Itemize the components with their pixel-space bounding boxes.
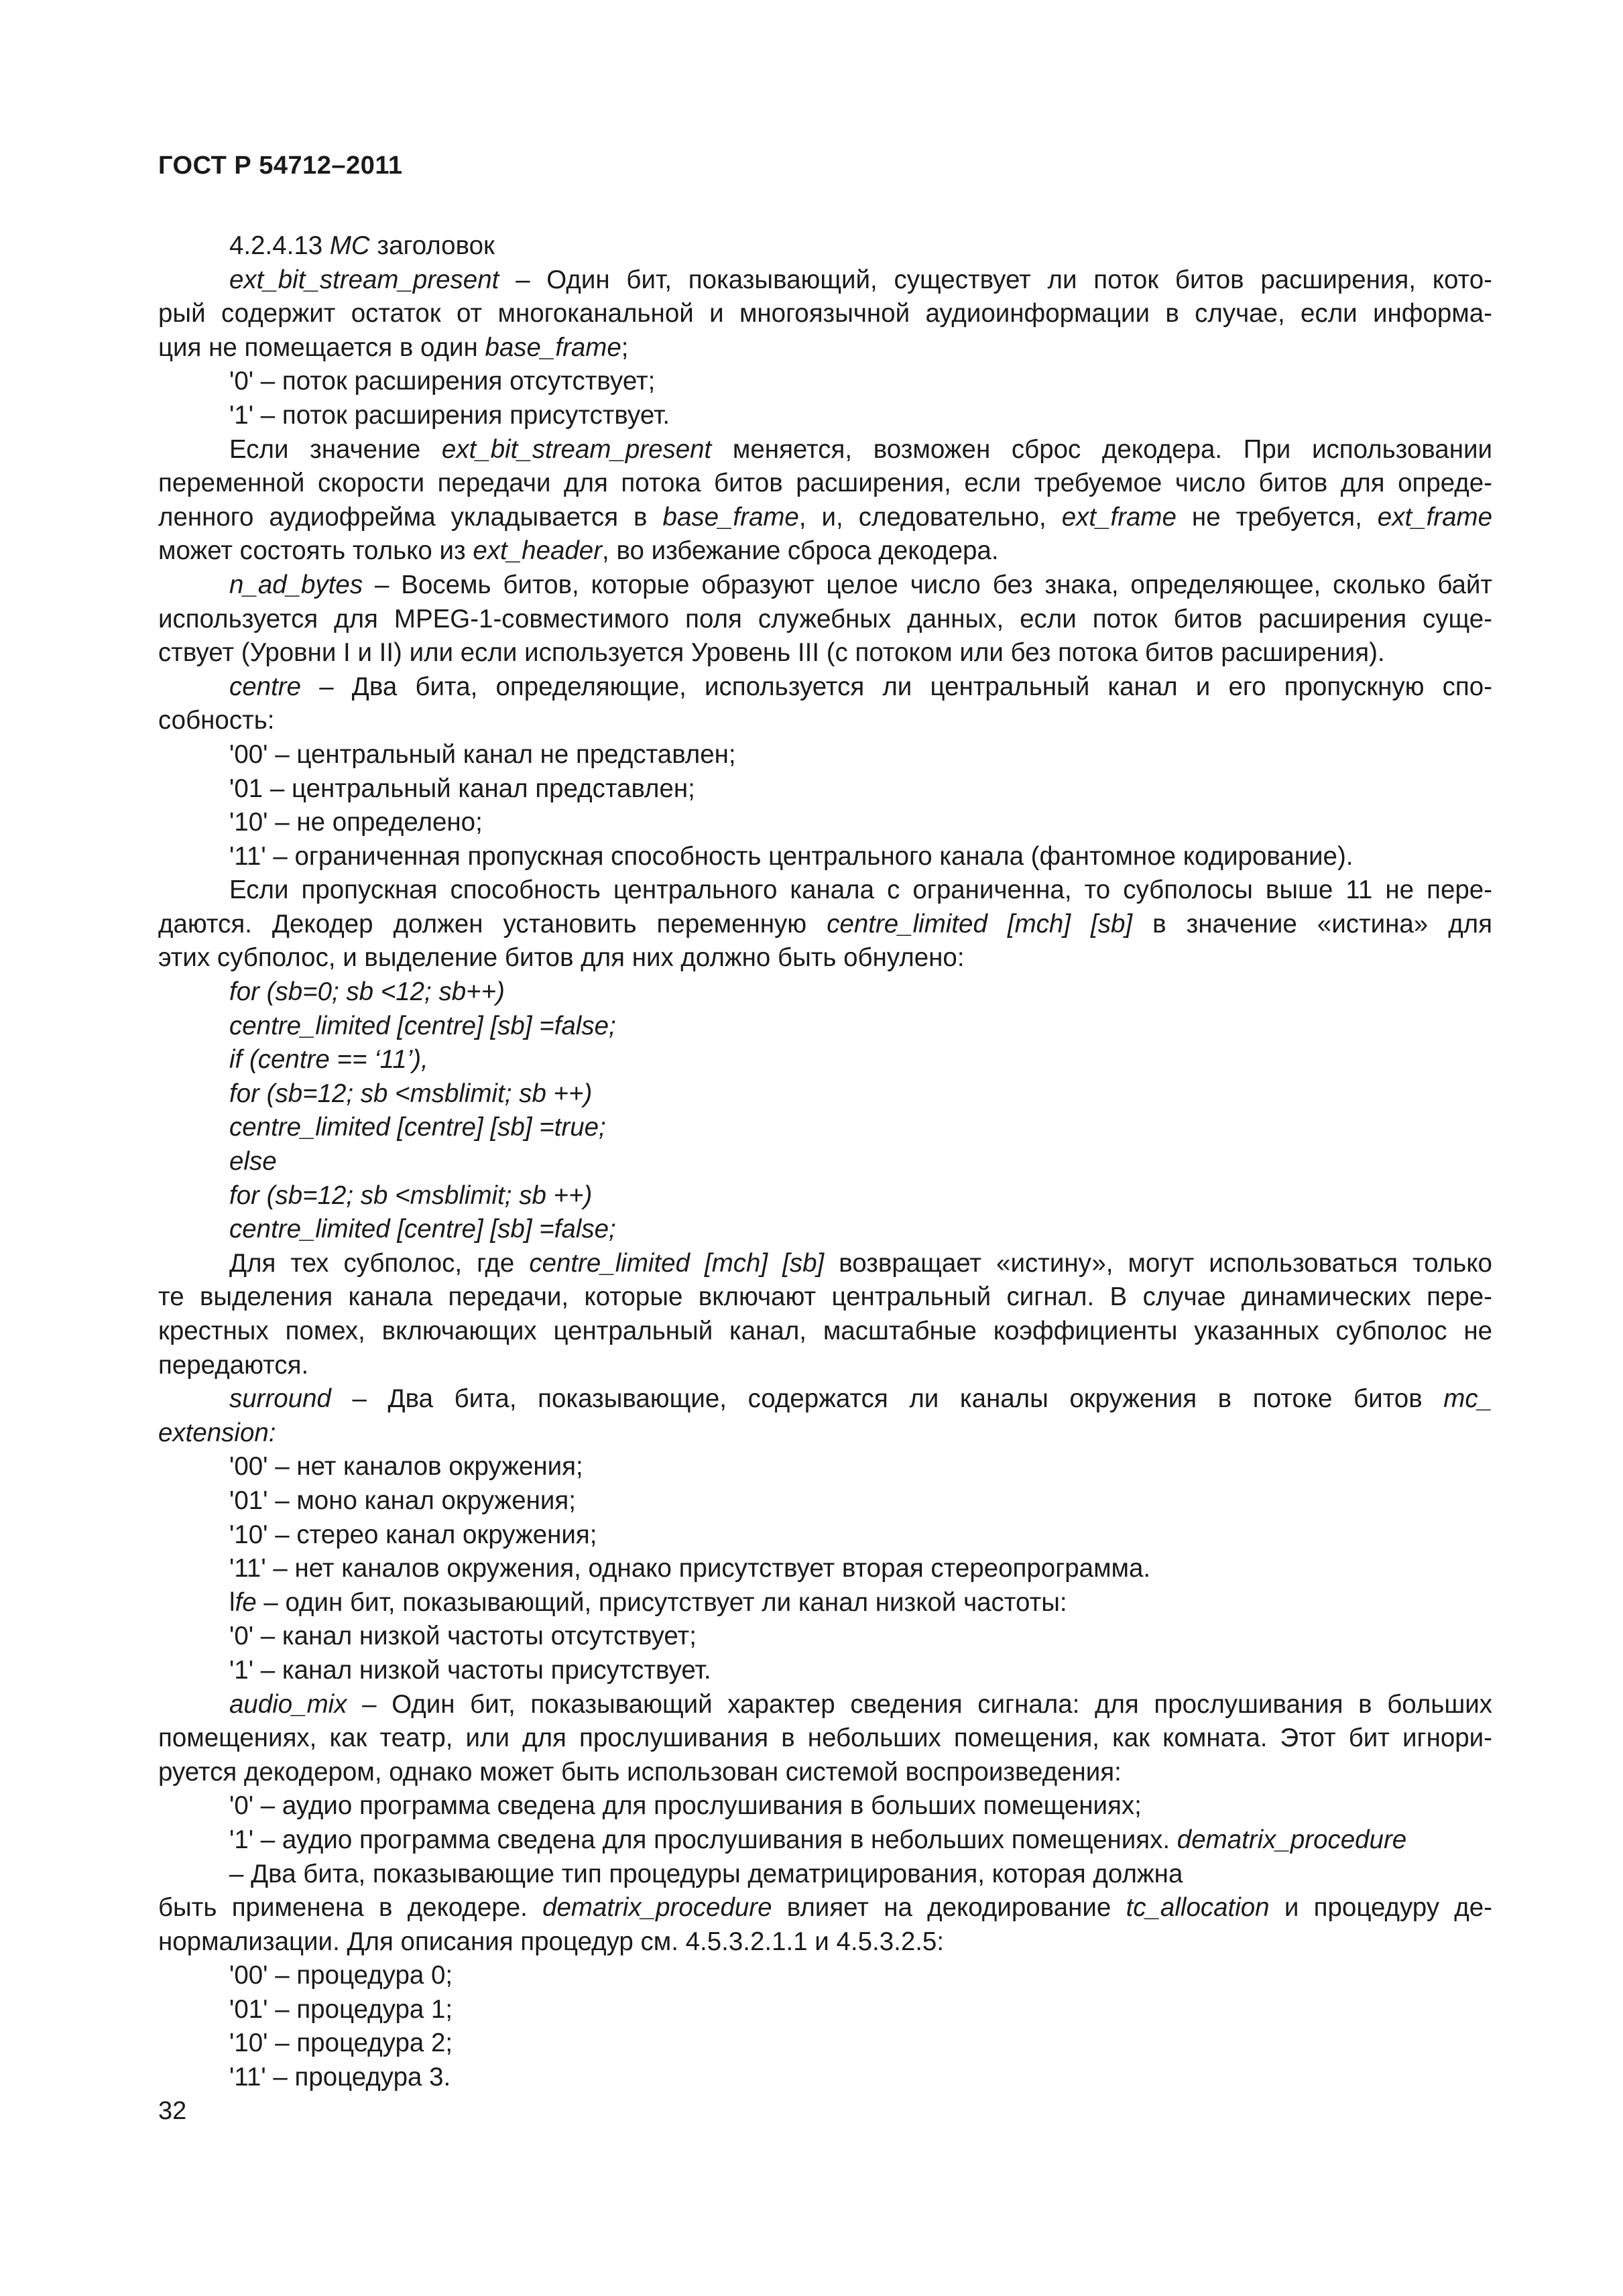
paragraph-line: Для тех субполос, где centre_limited [mch] [sb] возвращает «истину», могут использоваться только <box>229 1248 1492 1278</box>
paragraph-line: нормализации. Для описания процедур см. 4.5.3.2.1.1 и 4.5.3.2.5: <box>158 1927 945 1956</box>
paragraph-line: используется для MPEG-1-совместимого поля служебных данных, если поток битов расширения суще- <box>158 604 1492 633</box>
code-line: centre_limited [centre] [sb] =true; <box>229 1113 606 1142</box>
page-number: 32 <box>158 2097 187 2125</box>
section-heading: 4.2.4.13 MC заголовок <box>229 231 495 260</box>
list-item: '1' – поток расширения присутствует. <box>229 400 670 430</box>
list-item: '0' – канал низкой частоты отсутствует; <box>229 1622 697 1651</box>
paragraph-line: ствует (Уровни I и II) или если используется Уровень III (с потоком или без потока битов расширения). <box>158 638 1385 668</box>
code-line: for (sb=12; sb <msblimit; sb ++) <box>229 1181 593 1210</box>
paragraph-line: audio_mix – Один бит, показывающий характер сведения сигнала: для прослушивания в больших <box>229 1689 1492 1719</box>
paragraph-line: ленного аудиофрейма укладывается в base_frame, и, следовательно, ext_frame не требуется, ext_frame <box>158 502 1492 532</box>
paragraph-line: переменной скорости передачи для потока битов расширения, если требуемое число битов для опреде- <box>158 469 1492 498</box>
code-line: centre_limited [centre] [sb] =false; <box>229 1011 616 1040</box>
list-item: '11' – нет каналов окружения, однако присутствует вторая стереопрограмма. <box>229 1554 1151 1583</box>
paragraph-line: быть применена в декодере. dematrix_procedure влияет на декодирование tc_allocation и процедуру де- <box>158 1893 1492 1923</box>
paragraph-line: руется декодером, однако может быть использован системой воспроизведения: <box>158 1757 1122 1787</box>
paragraph-line: extension: <box>158 1418 276 1447</box>
list-item: '00' – процедура 0; <box>229 1961 453 1990</box>
paragraph-line: этих субполос, и выделение битов для них должно быть обнулено: <box>158 943 965 973</box>
list-item: '0' – аудио программа сведена для прослушивания в больших помещениях; <box>229 1791 1142 1821</box>
list-item: '10' – не определено; <box>229 808 483 837</box>
list-item: '1' – канал низкой частоты присутствует. <box>229 1655 711 1685</box>
list-item: '01 – центральный канал представлен; <box>229 774 695 803</box>
list-item: '00' – нет каналов окружения; <box>229 1452 583 1482</box>
list-item: '01' – процедура 1; <box>229 1994 453 2024</box>
paragraph-line: помещениях, как театр, или для прослушивания в небольших помещения, как комната. Этот бит игнори- <box>158 1724 1492 1753</box>
paragraph-line: крестных помех, включающих центральный канал, масштабные коэффициенты указанных субполос не <box>158 1317 1492 1345</box>
list-item: '1' – аудио программа сведена для прослушивания в небольших помещениях. dematrix_procedure <box>229 1825 1407 1854</box>
paragraph-line: Если значение ext_bit_stream_present меняется, возможен сброс декодера. При использовании <box>229 434 1492 464</box>
paragraph-line: ция не помещается в один base_frame; <box>158 333 629 362</box>
code-line: centre_limited [centre] [sb] =false; <box>229 1215 616 1244</box>
paragraph-line: lfe – один бит, показывающий, присутствует ли канал низкой частоты: <box>229 1587 1067 1617</box>
document-body <box>158 229 1492 2095</box>
list-item: '0' – поток расширения отсутствует; <box>229 367 656 396</box>
paragraph-line: даются. Декодер должен установить переменную centre_limited [mch] [sb] в значение «истина» для <box>158 909 1492 939</box>
list-item: '00' – центральный канал не представлен; <box>229 739 736 769</box>
paragraph-line: Если пропускная способность центрального канала с ограниченна, то субполосы выше 11 не пере- <box>229 875 1492 905</box>
paragraph-line: передаются. <box>158 1350 309 1380</box>
code-line: for (sb=0; sb <12; sb++) <box>229 977 505 1007</box>
paragraph-line: n_ad_bytes – Восемь битов, которые образуют целое число без знака, определяющее, сколько байт <box>229 570 1492 599</box>
paragraph-line: может состоять только из ext_header, во избежание сброса декодера. <box>158 536 999 566</box>
paragraph-line: surround – Два бита, показывающие, содержатся ли каналы окружения в потоке битов mc_ <box>229 1384 1492 1414</box>
paragraph-line: рый содержит остаток от многоканальной и многоязычной аудиоинформации в случае, если информа- <box>158 299 1492 328</box>
paragraph-line: те выделения канала передачи, которые включают центральный сигнал. В случае динамических пере- <box>158 1282 1492 1312</box>
code-line: if (centre == ‘11’), <box>229 1045 428 1075</box>
document-header: ГОСТ Р 54712–2011 <box>158 152 403 180</box>
list-item: '01' – моно канал окружения; <box>229 1486 576 1515</box>
paragraph-line: – Два бита, показывающие тип процедуры дематрицирования, которая должна <box>229 1859 1183 1888</box>
list-item: '10' – процедура 2; <box>229 2029 453 2058</box>
code-line: else <box>229 1147 277 1176</box>
paragraph-line: собность: <box>158 706 275 735</box>
paragraph-line: centre – Два бита, определяющие, используется ли центральный канал и его пропускную спо- <box>229 672 1492 701</box>
list-item: '11' – процедура 3. <box>229 2063 451 2092</box>
paragraph-line: ext_bit_stream_present – Один бит, показывающий, существует ли поток битов расширения, кото- <box>229 265 1492 294</box>
list-item: '11' – ограниченная пропускная способность центрального канала (фантомное кодирование). <box>229 841 1354 871</box>
code-line: for (sb=12; sb <msblimit; sb ++) <box>229 1079 593 1108</box>
list-item: '10' – стерео канал окружения; <box>229 1520 597 1549</box>
